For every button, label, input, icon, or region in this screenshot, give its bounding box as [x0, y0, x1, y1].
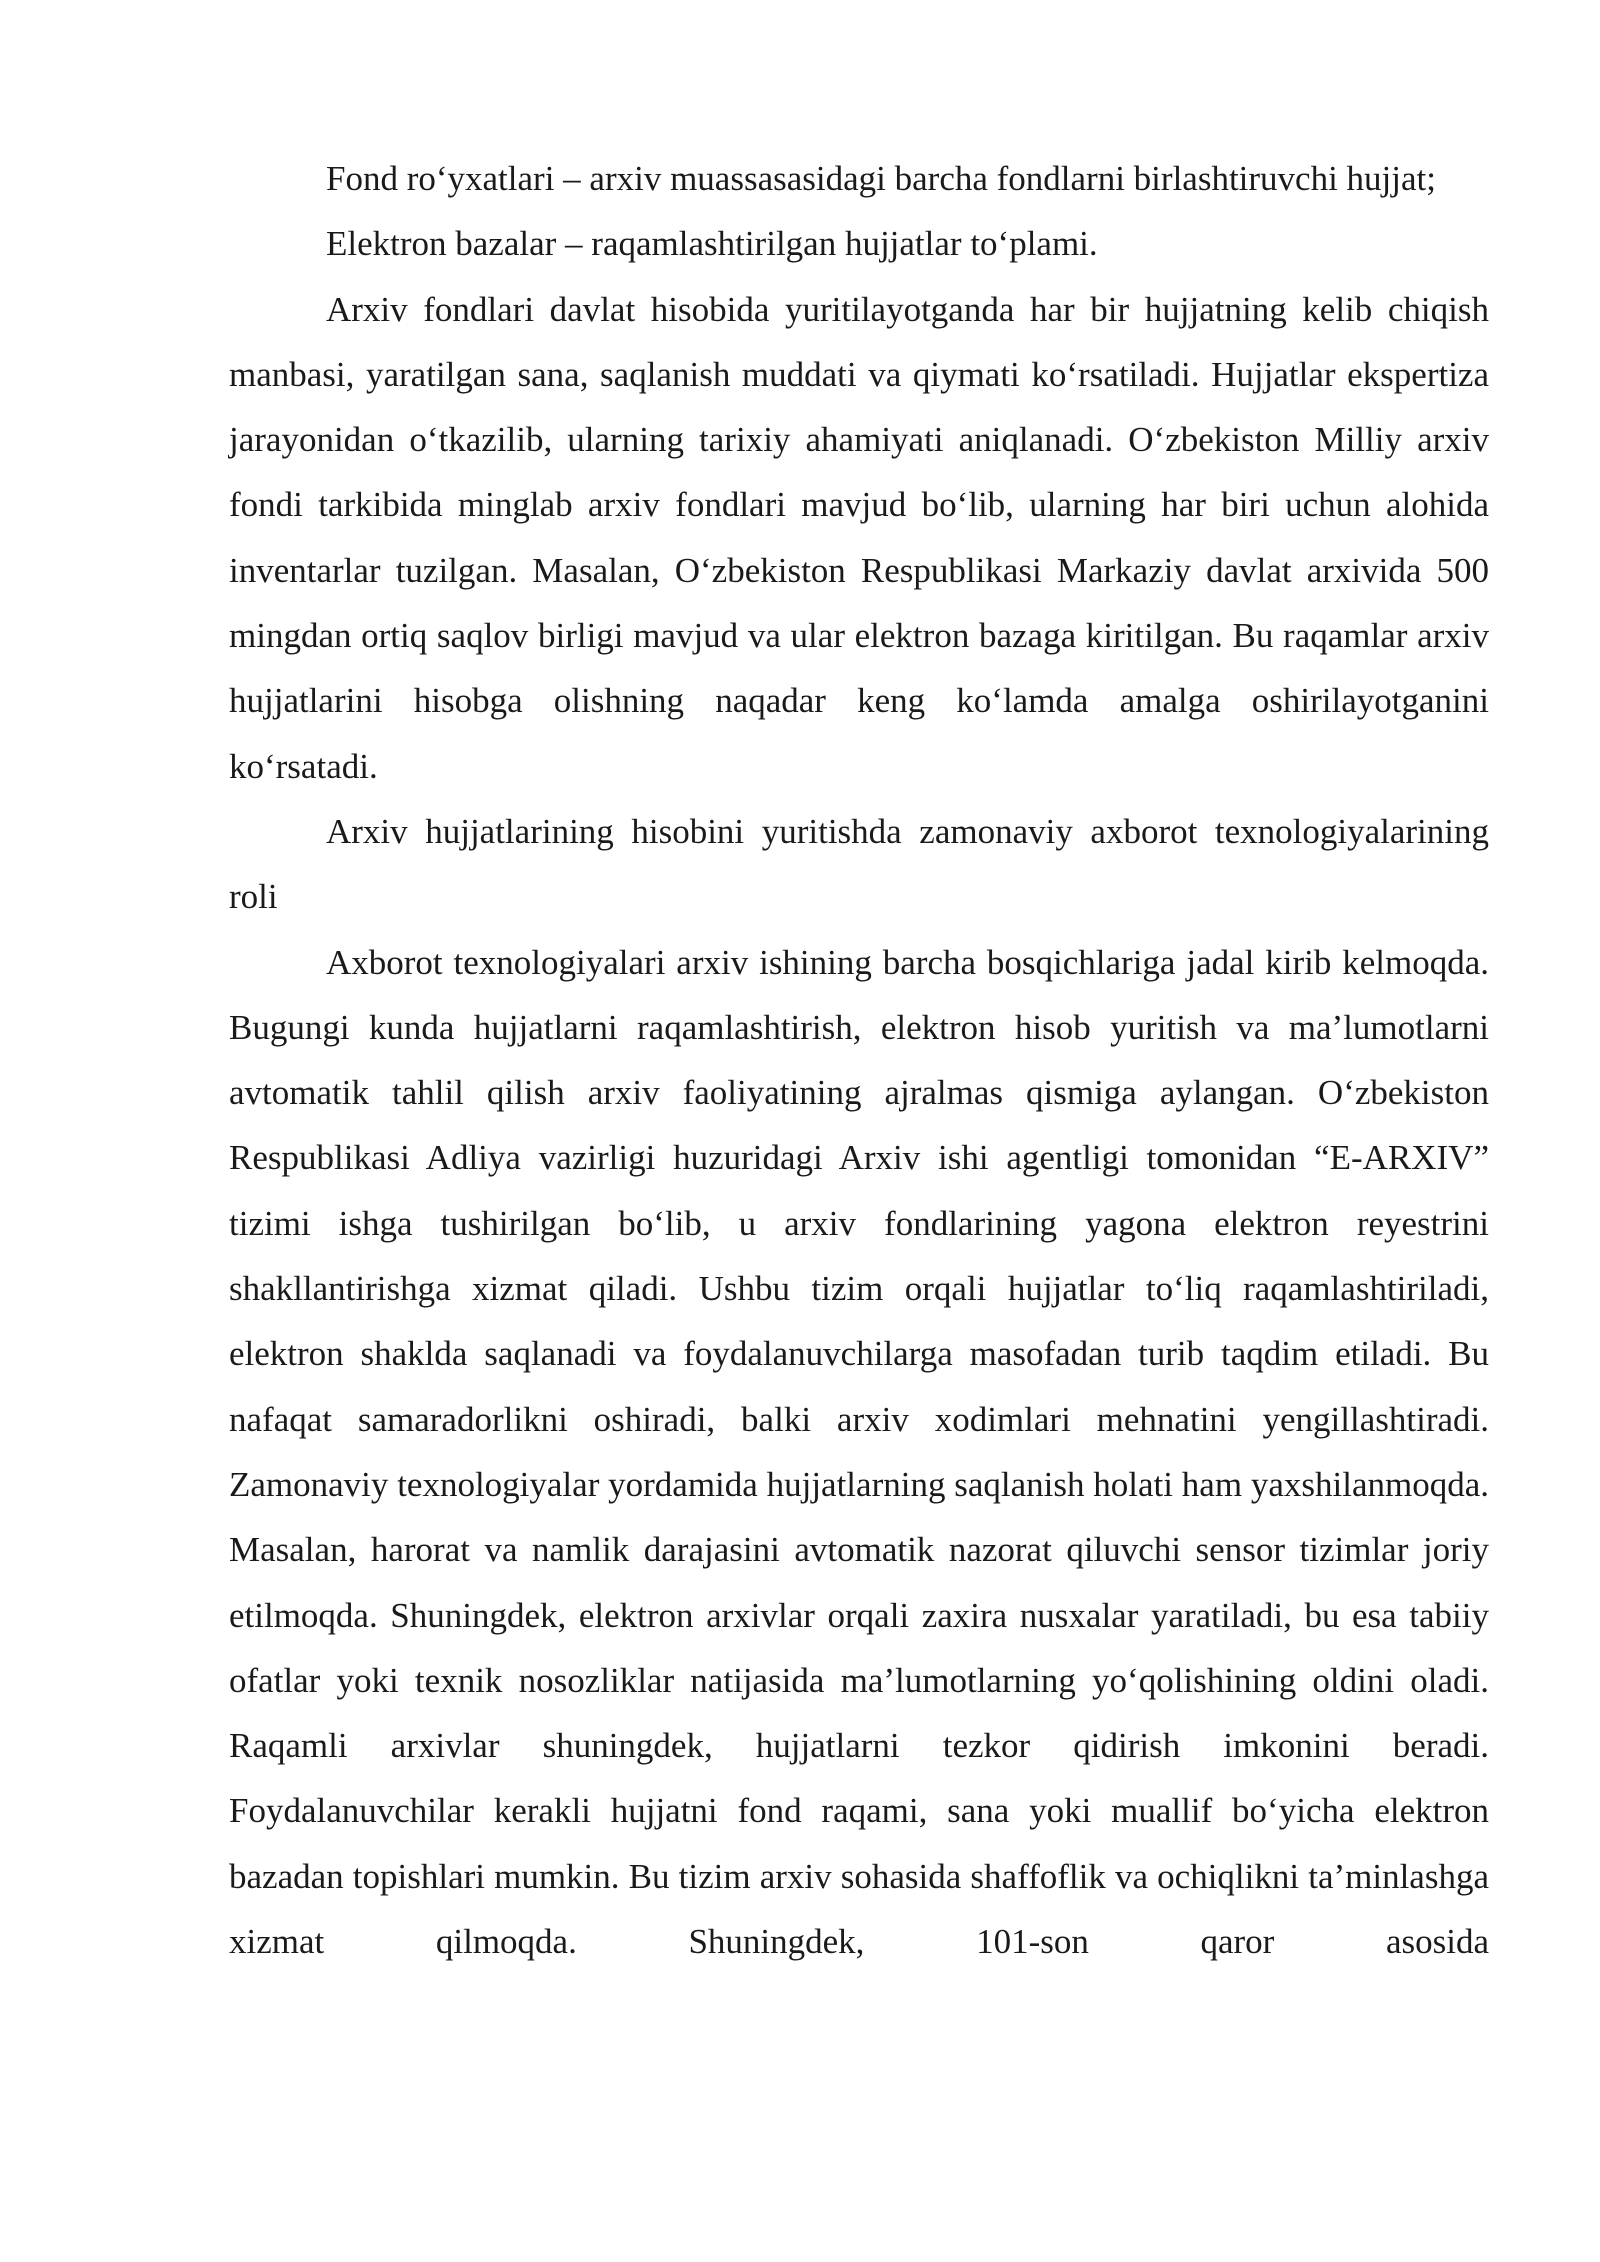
- document-page: [229, 146, 1489, 1974]
- paragraph-axborot-texnologiyalari: Axborot texnologiyalari arxiv ishining barcha bosqichlariga jadal kirib kelmoqda. Bugungi kunda hujjatlarni raqamlashtirish, elektron hisob yuritish va ma’lumotlarni avtomatik tahlil qilish arxiv faoliyatining ajralmas qismiga aylangan. O‘zbekiston Respublikasi Adliya vazirligi huzuridagi Arxiv ishi agentligi tomonidan “E-ARXIV” tizimi ishga tushirilgan bo‘lib, u arxiv fondlarining yagona elektron reyestrini shakllantirishga xizmat qiladi. Ushbu tizim orqali hujjatlar to‘liq raqamlashtiriladi, elektron shaklda saqlanadi va foydalanuvchilarga masofadan turib taqdim etiladi. Bu nafaqat samaradorlikni oshiradi, balki arxiv xodimlari mehnatini yengillashtiradi. Zamonaviy texnologiyalar yordamida hujjatlarning saqlanish holati ham yaxshilanmoqda. Masalan, harorat va namlik darajasini avtomatik nazorat qiluvchi sensor tizimlar joriy etilmoqda. Shuningdek, elektron arxivlar orqali zaxira nusxalar yaratiladi, bu esa tabiiy ofatlar yoki texnik nosozliklar natijasida ma’lumotlarning yo‘qolishining oldini oladi. Raqamli arxivlar shuningdek, hujjatlarni tezkor qidirish imkonini beradi. Foydalanuvchilar kerakli hujjatni fond raqami, sana yoki muallif bo‘yicha elektron bazadan topishlari mumkin. Bu tizim arxiv sohasida shaffoflik va ochiqlikni ta’minlashga xizmat qilmoqda. Shuningdek, 101-son qaror asosida: [229, 942, 1489, 1962]
- paragraph-davlat-hisobi: Arxiv fondlari davlat hisobida yuritilayotganda har bir hujjatning kelib chiqish manbasi, yaratilgan sana, saqlanish muddati va qiymati ko‘rsatiladi. Hujjatlar ekspertiza jarayonidan o‘tkazilib, ularning tarixiy ahamiyati aniqlanadi. O‘zbekiston Milliy arxiv fondi tarkibida minglab arxiv fondlari mavjud bo‘lib, ularning har biri uchun alohida inventarlar tuzilgan. Masalan, O‘zbekiston Respublikasi Markaziy davlat arxivida 500 mingdan ortiq saqlov birligi mavjud va ular elektron bazaga kiritilgan. Bu raqamlar arxiv hujjatlarini hisobga olishning naqadar keng ko‘lamda amalga oshirilayotganini ko‘rsatadi.: [229, 289, 1489, 786]
- paragraph-fond-royxatlari: Fond ro‘yxatlari – arxiv muassasasidagi barcha fondlarni birlashtiruvchi hujjat;: [326, 159, 1436, 198]
- section-heading-axborot-texnologiyalari: Arxiv hujjatlarining hisobini yuritishda zamonaviy axborot texnologiyalarining roli: [229, 811, 1489, 917]
- paragraph-elektron-bazalar: Elektron bazalar – raqamlashtirilgan hujjatlar to‘plami.: [326, 224, 1098, 264]
